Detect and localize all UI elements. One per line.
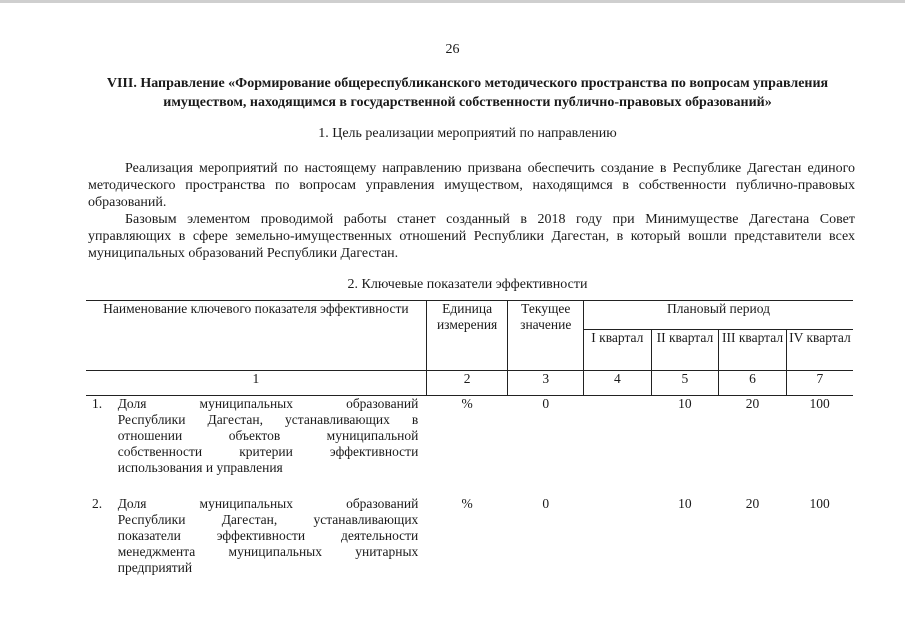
row-name-line: собственности критерии эффективности bbox=[117, 444, 419, 459]
row-index: 2. bbox=[92, 496, 103, 511]
row-name bbox=[118, 476, 427, 576]
row-name bbox=[118, 396, 427, 477]
row-unit: % bbox=[461, 496, 473, 511]
top-edge bbox=[0, 0, 905, 3]
row-q4: 100 bbox=[809, 496, 830, 511]
header-current: Текущее значение bbox=[508, 301, 584, 371]
row-name-line: предприятий bbox=[117, 560, 193, 575]
row-q1 bbox=[584, 476, 652, 576]
kpi-table bbox=[86, 300, 853, 576]
row-name-line: отношении объектов муниципальной bbox=[117, 428, 419, 443]
column-number: 7 bbox=[786, 371, 853, 396]
row-q2: 10 bbox=[678, 496, 692, 511]
page-number: 26 bbox=[445, 42, 460, 57]
header-q2: II квартал bbox=[651, 330, 719, 371]
row-unit: % bbox=[461, 396, 473, 411]
header-planned-period: Плановый период bbox=[584, 301, 853, 330]
row-current: 0 bbox=[542, 396, 550, 411]
goal-text bbox=[88, 160, 855, 262]
column-number: 6 bbox=[719, 371, 787, 396]
table-row bbox=[86, 476, 853, 576]
row-name-line: показатели эффективности деятельности bbox=[117, 528, 419, 543]
header-q1: I квартал bbox=[584, 330, 652, 371]
header-name: Наименование ключевого показателя эффективности bbox=[86, 301, 426, 371]
header-unit: Единица измерения bbox=[426, 301, 508, 371]
row-name-line: Республики Дагестан, устанавливающих в bbox=[117, 412, 419, 427]
column-number: 2 bbox=[426, 371, 508, 396]
row-index: 1. bbox=[92, 396, 103, 411]
kpi-subtitle: 2. Ключевые показатели эффективности bbox=[347, 277, 588, 292]
column-number: 5 bbox=[651, 371, 719, 396]
table-row bbox=[86, 396, 853, 477]
row-name-line: менеджмента муниципальных унитарных bbox=[117, 544, 419, 559]
header-q3: III квартал bbox=[719, 330, 787, 371]
column-number: 1 bbox=[86, 371, 426, 396]
row-name-line: использования и управления bbox=[117, 460, 283, 475]
row-name-line: Доля муниципальных образований bbox=[117, 496, 419, 511]
column-number: 4 bbox=[584, 371, 652, 396]
row-q4: 100 bbox=[809, 396, 830, 411]
row-current: 0 bbox=[542, 496, 550, 511]
row-q1 bbox=[584, 396, 652, 477]
paragraph-2: Базовым элементом проводимой работы станет созданный в 2018 году при Минимуществе Дагестана Совет управляющих в сфере земельно-имущественных отношений Республики Дагестан, в который вошли представители всех муниципальных образований Республики Дагестан. bbox=[88, 212, 855, 261]
goal-subtitle: 1. Цель реализации мероприятий по направлению bbox=[318, 126, 617, 141]
row-name-line: Доля муниципальных образований bbox=[117, 396, 419, 411]
row-q3: 20 bbox=[745, 496, 760, 511]
paragraph-1: Реализация мероприятий по настоящему направлению призвана обеспечить создание в Республике Дагестан единого методического пространства по вопросам управления имуществом, находящимся в собственности публично-правовых образований. bbox=[88, 161, 855, 210]
row-q3: 20 bbox=[745, 396, 760, 411]
section-heading: VIII. Направление «Формирование общереспубликанского методического пространства по вопросам управления имуществом, находящимся в государственной собственности публично-правовых образований» bbox=[106, 76, 829, 110]
column-number: 3 bbox=[508, 371, 584, 396]
row-name-line: Республики Дагестан, устанавливающих bbox=[117, 512, 419, 527]
header-q4: IV квартал bbox=[786, 330, 853, 371]
row-q2: 10 bbox=[678, 396, 692, 411]
